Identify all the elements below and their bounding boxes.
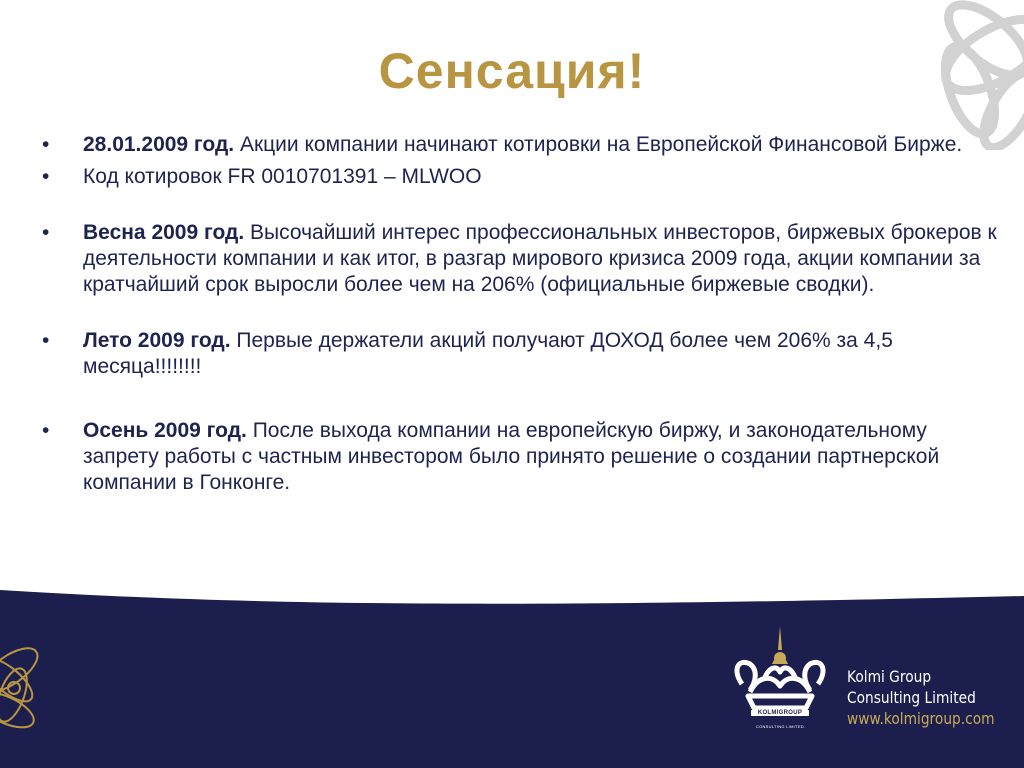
bullet-item: • Лето 2009 год. Первые держатели акций получают ДОХОД более чем 206% за 4,5 месяца!!!!!!!! <box>42 328 1002 380</box>
bullet-item: • 28.01.2009 год. Акции компании начинают котировки на Европейской Финансовой Бирже. <box>42 132 1002 158</box>
company-name-line2: Consulting Limited <box>847 688 976 707</box>
logo-wordmark: KOLMIGROUP <box>751 710 809 716</box>
bullet-item: • Осень 2009 год. После выхода компании на европейскую биржу, и законодательному запрету работы с частным инвестором было принято решение о создании партнерской компании в Гонконге. <box>42 418 1002 496</box>
logo-subtext: CONSULTING LIMITED <box>755 724 805 729</box>
bullet-item: • Код котировок FR 0010701391 – MLWOO <box>42 164 1002 190</box>
floral-ornament-icon <box>0 610 60 768</box>
company-name-line1: Kolmi Group <box>847 667 932 686</box>
crown-logo-icon <box>728 624 832 734</box>
company-website-link[interactable]: www.kolmigroup.com <box>847 709 995 728</box>
company-branding <box>847 666 995 729</box>
bullet-list <box>42 132 1002 496</box>
bullet-item: • Весна 2009 год. Высочайший интерес профессиональных инвесторов, биржевых брокеров к деятельности компании и как итог, в разгар мирового кризиса 2009 года, акции компании за кратчайший срок выросли более чем на 206% (официальные биржевые сводки). <box>42 220 1002 298</box>
slide-title: Сенсация! <box>378 43 646 99</box>
